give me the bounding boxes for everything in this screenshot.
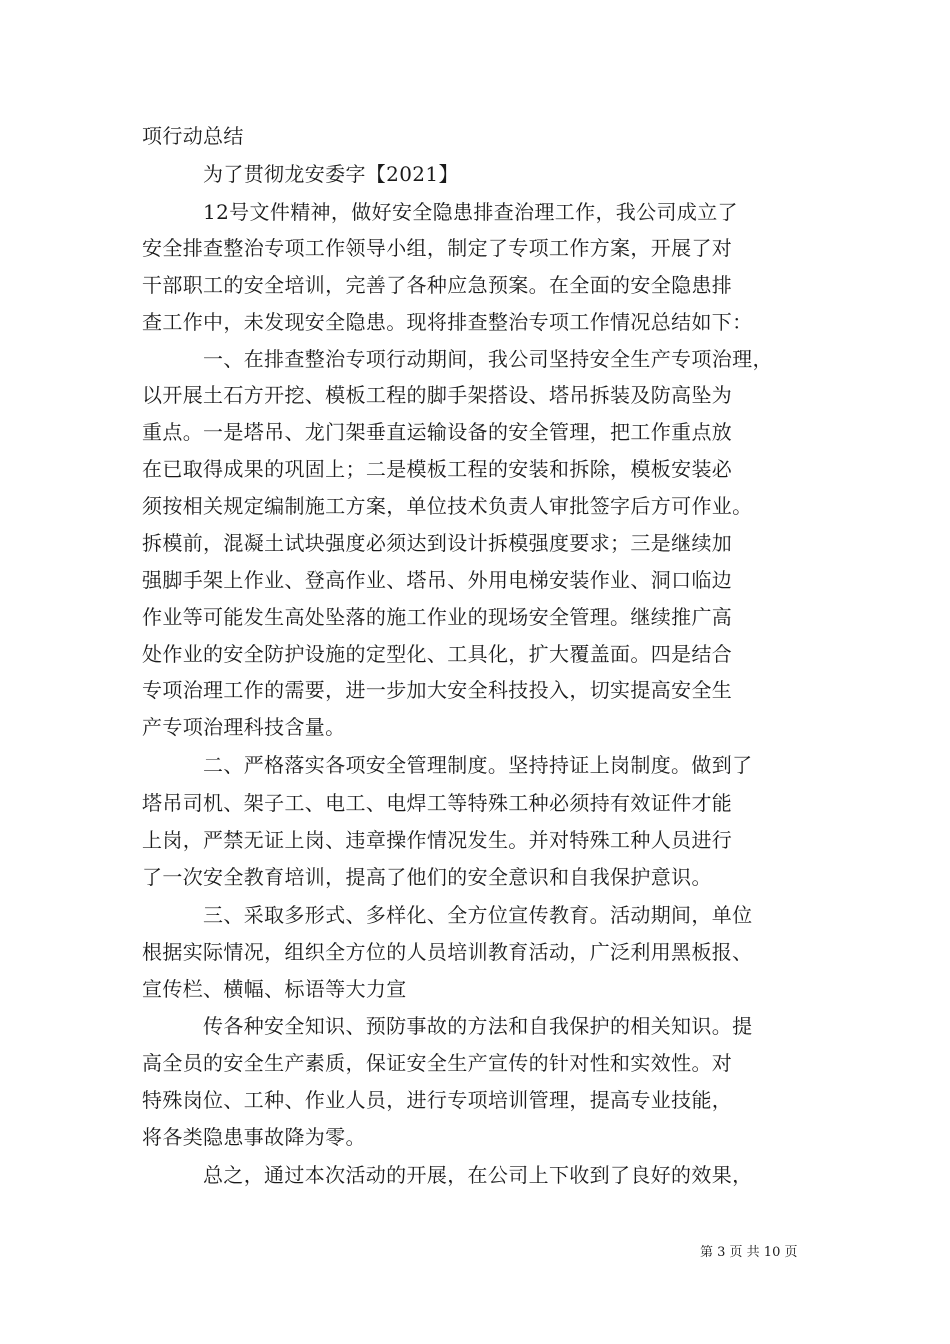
text-line: 以开展土石方开挖、模板工程的脚手架搭设、塔吊拆装及防高坠为: [142, 383, 733, 407]
text-line: 一、在排查整治专项行动期间，我公司坚持安全生产专项治理，: [203, 347, 773, 371]
text-line: 在已取得成果的巩固上；二是模板工程的安装和拆除，模板安装必: [142, 457, 733, 481]
text-line: 项行动总结: [142, 124, 244, 148]
text-line: 高全员的安全生产素质，保证安全生产宣传的针对性和实效性。对: [142, 1051, 733, 1075]
text-line: 查工作中，未发现安全隐患。现将排查整治专项工作情况总结如下：: [142, 310, 753, 334]
text-line: 了一次安全教育培训，提高了他们的安全意识和自我保护意识。: [142, 865, 712, 889]
text-line: 干部职工的安全培训，完善了各种应急预案。在全面的安全隐患排: [142, 273, 733, 297]
text-line: 塔吊司机、架子工、电工、电焊工等特殊工种必须持有效证件才能: [142, 791, 733, 815]
text-line: 处作业的安全防护设施的定型化、工具化，扩大覆盖面。四是结合: [142, 642, 733, 666]
text-line: 二、严格落实各项安全管理制度。坚持持证上岗制度。做到了: [203, 753, 753, 777]
text-line: 总之，通过本次活动的开展，在公司上下收到了良好的效果，: [203, 1163, 753, 1187]
text-line: 传各种安全知识、预防事故的方法和自我保护的相关知识。提: [203, 1014, 753, 1038]
text-line: 根据实际情况，组织全方位的人员培训教育活动，广泛利用黑板报、: [142, 940, 753, 964]
text-line: 安全排查整治专项工作领导小组，制定了专项工作方案，开展了对: [142, 236, 733, 260]
text-line: 产专项治理科技含量。: [142, 715, 346, 739]
text-line: 强脚手架上作业、登高作业、塔吊、外用电梯安装作业、洞口临边: [142, 568, 733, 592]
text-line: 三、采取多形式、多样化、全方位宣传教育。活动期间，单位: [203, 903, 753, 927]
text-line: 将各类隐患事故降为零。: [142, 1125, 366, 1149]
text-line: 为了贯彻龙安委字【2021】: [203, 162, 459, 186]
text-line: 专项治理工作的需要，进一步加大安全科技投入，切实提高安全生: [142, 678, 733, 702]
text-line: 宣传栏、横幅、标语等大力宣: [142, 977, 407, 1001]
page-number: 第 3 页 共 10 页: [700, 1245, 798, 1260]
text-line: 作业等可能发生高处坠落的施工作业的现场安全管理。继续推广高: [142, 605, 733, 629]
text-line: 拆模前，混凝土试块强度必须达到设计拆模强度要求；三是继续加: [142, 531, 733, 555]
text-line: 上岗，严禁无证上岗、违章操作情况发生。并对特殊工种人员进行: [142, 828, 733, 852]
text-line: 须按相关规定编制施工方案，单位技术负责人审批签字后方可作业。: [142, 494, 753, 518]
text-line: 重点。一是塔吊、龙门架垂直运输设备的安全管理，把工作重点放: [142, 420, 733, 444]
text-line: 12号文件精神，做好安全隐患排查治理工作，我公司成立了: [203, 200, 738, 224]
text-line: 特殊岗位、工种、作业人员，进行专项培训管理，提高专业技能，: [142, 1088, 733, 1112]
